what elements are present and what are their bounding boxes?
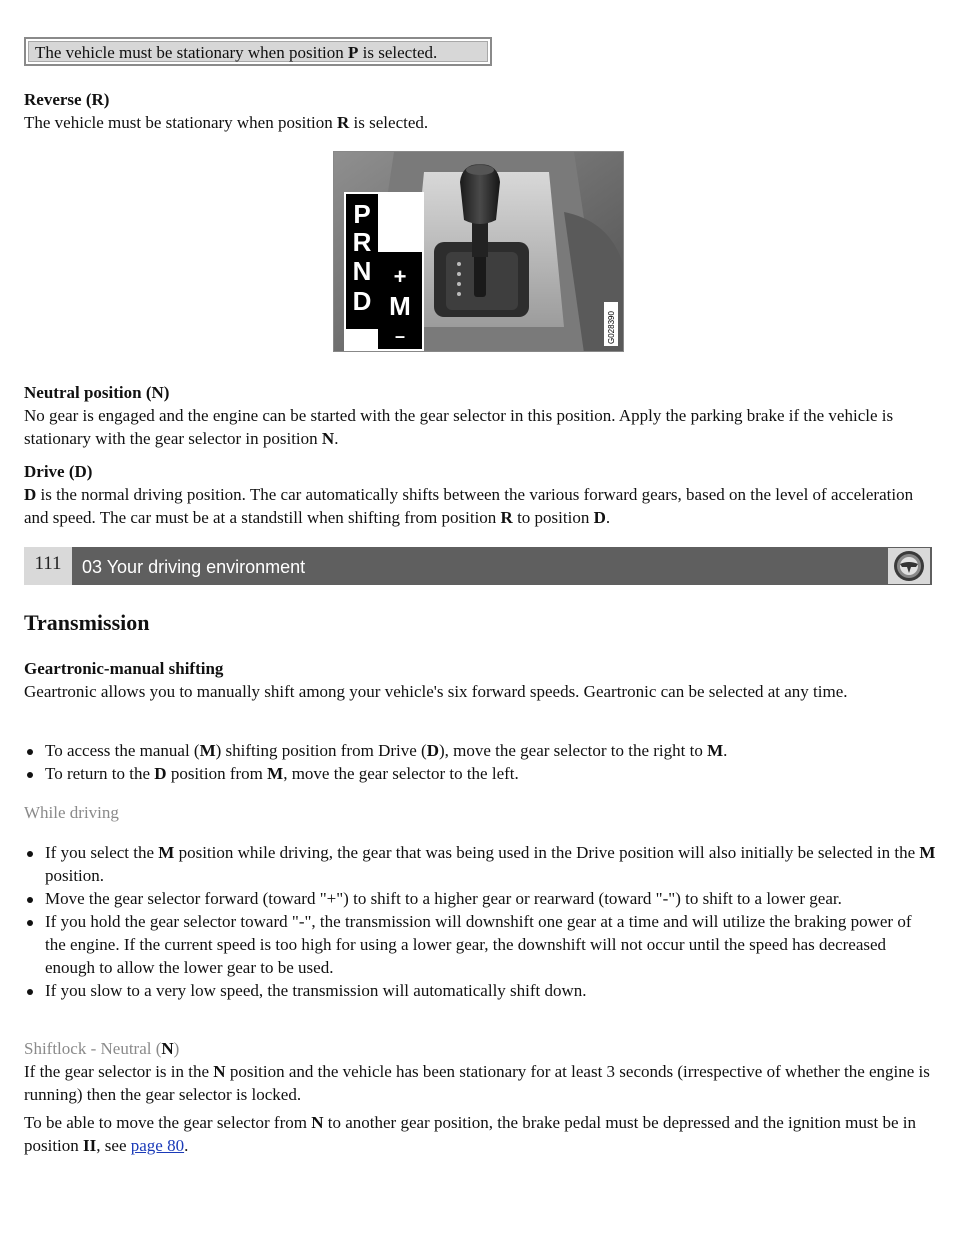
shiftlock-heading: ) bbox=[173, 1039, 180, 1058]
while-driving-heading: While driving bbox=[24, 803, 119, 822]
chapter-header-bar bbox=[24, 547, 932, 585]
drive-section bbox=[24, 460, 936, 529]
neutral-text: . bbox=[334, 429, 339, 448]
shiftlock-section: Shiftlock - Neutral (N) If the gear selector is in the N position and the vehicle has been stationary for at least 3 seconds (irrespective of whether the engine is running) then the gear selector is locked. bbox=[24, 1039, 930, 1104]
reverse-section bbox=[24, 88, 936, 134]
shiftlock-heading: Shiftlock - Neutral ( bbox=[24, 1039, 162, 1058]
manual-plus: + bbox=[393, 264, 407, 289]
neutral-section bbox=[24, 381, 936, 450]
figure-code: G028390 bbox=[607, 311, 616, 344]
manual-minus: – bbox=[394, 326, 406, 346]
reverse-heading: Reverse (R) bbox=[24, 90, 110, 109]
drive-bold-d: D bbox=[593, 508, 606, 527]
manual-m: M bbox=[389, 291, 411, 321]
list-item: If you select the M position while driving, the gear that was being used in the Drive position will also initially be selected in the M position. bbox=[24, 841, 936, 887]
drive-text: is the normal driving position. The car automatically shifts between the various forward gears, based on the level of acceleration and speed. The car must be at a standstill when shifting from position bbox=[24, 485, 914, 527]
reverse-bold: R bbox=[337, 113, 350, 132]
geartronic-list bbox=[24, 739, 936, 785]
list-item: To return to the D position from M, move the gear selector to the left. bbox=[24, 762, 936, 785]
neutral-heading: Neutral position (N) bbox=[24, 383, 170, 402]
gear-r: R bbox=[352, 227, 372, 257]
list-item: If you slow to a very low speed, the transmission will automatically shift down. bbox=[24, 979, 936, 1002]
page-number: 111 bbox=[24, 547, 72, 585]
drive-heading: Drive (D) bbox=[24, 462, 93, 481]
list-item: If you hold the gear selector toward "-", the transmission will downshift one gear at a time and will utilize the braking power of the engine. If the current speed is too high for using a lower gear, the downshift will not occur until the speed has decreased enough to allow the lower gear to be used. bbox=[24, 910, 936, 979]
neutral-text: No gear is engaged and the engine can be started with the gear selector in this position. Apply the parking brake if the vehicle is stationary with the gear selector in position bbox=[24, 406, 894, 448]
list-item: To access the manual (M) shifting position from Drive (D), move the gear selector to the right to M. bbox=[24, 739, 936, 762]
gear-selector-illustration bbox=[334, 152, 624, 352]
note-text-part: is selected. bbox=[358, 43, 438, 62]
gear-selector-figure bbox=[333, 151, 624, 352]
gear-p: P bbox=[353, 199, 371, 229]
shiftlock-heading-bold: N bbox=[161, 1039, 174, 1058]
drive-bold-r: R bbox=[500, 508, 513, 527]
drive-text: . bbox=[605, 508, 611, 527]
geartronic-intro: Geartronic allows you to manually shift among your vehicle's six forward speeds. Geartronic can be selected at any time. bbox=[24, 682, 848, 701]
stationary-note-box bbox=[24, 37, 492, 66]
page-80-link[interactable]: page 80 bbox=[130, 1136, 185, 1155]
steering-wheel-icon bbox=[888, 548, 930, 584]
stationary-note-text bbox=[28, 41, 488, 62]
drive-lead-bold: D bbox=[24, 485, 37, 504]
reverse-text: The vehicle must be stationary when position bbox=[24, 113, 338, 132]
gear-d: D bbox=[352, 286, 372, 316]
neutral-bold: N bbox=[321, 429, 335, 448]
gear-n: N bbox=[352, 256, 372, 286]
section-title: Transmission bbox=[24, 610, 150, 635]
geartronic-heading: Geartronic-manual shifting bbox=[24, 659, 224, 678]
note-text-part: The vehicle must be stationary when position bbox=[35, 43, 349, 62]
geartronic-section bbox=[24, 657, 936, 703]
list-item: Move the gear selector forward (toward "+") to shift to a higher gear or rearward (toward "-") to shift to a lower gear. bbox=[24, 887, 936, 910]
note-bold-p: P bbox=[348, 43, 359, 62]
drive-text: to position bbox=[512, 508, 594, 527]
chapter-title: 03 Your driving environment bbox=[82, 557, 306, 577]
while-driving-list bbox=[24, 841, 936, 1002]
reverse-text: is selected. bbox=[349, 113, 429, 132]
shiftlock-paragraph: To be able to move the gear selector from N to another gear position, the brake pedal must be depressed and the ignition must be in position II, see page 80. bbox=[24, 1113, 917, 1155]
